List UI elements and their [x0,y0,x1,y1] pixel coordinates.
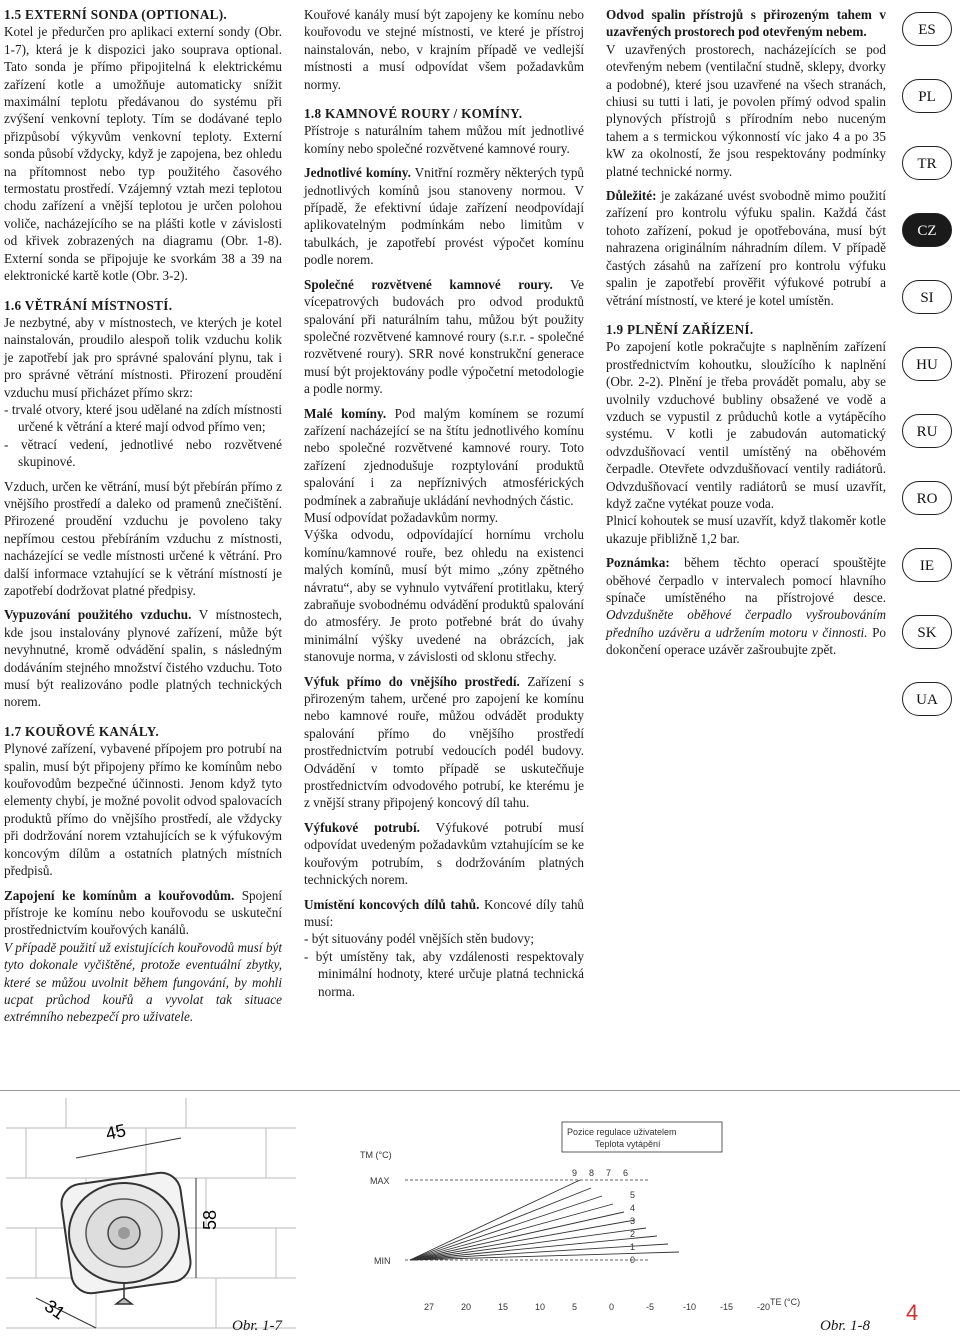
small-chimney-text: Pod malým komínem se rozumí zařízení nacházející se na štítu jednotlivého komínu nebo společné rozvětvené kamnové roury. Toto zařízení zjednodušuje rozptylování produktů spalování i za nepříznivých atmosférických podmínek a zabraňuje ukládání nevhodných částic. [304,405,584,508]
connection-heading: Zapojení ke komínům a kouřovodům. [4,887,235,903]
direct-exhaust-heading: Výfuk přímo do vnějšího prostředí. [304,673,520,689]
dimension-58: 58 [200,1209,220,1230]
section-1-9-text: Po zapojení kotle pokračujte s naplněním zařízení prostřednictvím kohoutku, sloužícího k naplnění (Obr. 2-2). Plnění je třeba provádět pomalu, aby se uvolnily vzduchové bubliny obsažené ve vodě a vzduch se vypustil z průduchů kotle a vytápěcího systému. V kotli je zabudován automatický odvzdušňovací ventil umístěný na oběhovém čerpadle. Otevřete odvzdušňovací ventily radiátorů. Odvzdušňovací ventily radiátorů se musí uzavřít, když začne vytékat pouze voda. [606,339,886,511]
common-flue-paragraph [304,276,584,398]
figure-caption-1-7: Obr. 1-7 [232,1318,283,1334]
language-tabs [902,12,960,749]
curve-label-side-1: 1 [630,1242,636,1252]
exhaust-pipe-paragraph [304,819,584,889]
x-tick-2: 15 [498,1302,509,1312]
curve-label-top-6: 6 [623,1168,629,1178]
section-1-6-title: 1.6 VĚTRÁNÍ MÍSTNOSTÍ. [4,297,173,313]
x-tick-0: 27 [424,1302,435,1312]
connection-paragraph [4,887,282,939]
lang-tab-sk[interactable]: SK [902,615,952,649]
lang-tab-ua[interactable]: UA [902,682,952,716]
terminal-text: Koncové díly tahů musí: [304,896,585,929]
min-label: MIN [374,1256,391,1266]
curve-label-side-5: 5 [630,1190,636,1200]
exhaust-paragraph [4,606,282,710]
x-tick-7: -10 [683,1302,697,1312]
curve-label-top-8: 8 [589,1168,595,1178]
section-1-8-text: Přístroje s naturálním tahem můžou mít jednotlivé komíny nebo společné rozvětvené kamnové roury. [304,123,584,156]
common-flue-heading: Společné rozvětvené kamnové roury. [304,276,553,292]
terminal-item-2: - být umístěny tak, aby vzdálenosti respektovaly minimální hodnoty, které určuje platná technická norma. [304,948,584,999]
col2-intro: Kouřové kanály musí být zapojeny ke komínu nebo kouřovodu ve stejné místnosti, ve které je přístroj nainstalován, nebo, v krajním případě ve vedlejší místnosti a musí odpovídat všem požadavkům normy. [304,7,584,92]
te-axis-label: TE (°C) [770,1297,801,1307]
terminal-paragraph [304,896,584,931]
figure-divider [0,1090,960,1091]
section-1-6-text-2: Vzduch, určen ke větrání, musí být přebírán přímo z vnějšího prostředí a daleko od pramenů znečištění. Přirozené proudění vzduchu je povoleno taky nepřímou cestou přebíráním vzduchu z místnosti, nacházející se vedle místnosti určené k větrání. Pro další informace vztahující se k větrání místností je zapotřebí dodržovat platné předpisy. [4,478,282,598]
lang-tab-tr[interactable]: TR [902,146,952,180]
section-1-6-item-1: - trvalé otvory, které jsou udělané na zdích místnosti určené k větrání a které mají odvod přímo ven; [4,401,282,435]
max-label: MAX [370,1176,390,1186]
external-probe-figure [6,1098,296,1336]
open-sky-heading: Odvod spalin přístrojů s přirozeným tahem v uzavřených prostorech pod otevřeným nebem. [606,7,886,40]
section-1-8-title: 1.8 KAMNOVÉ ROURY / KOMÍNY. [304,106,523,122]
lang-tab-si[interactable]: SI [902,280,952,314]
small-chimney-text-2: Musí odpovídat požadavkům normy. [304,509,498,525]
curve-label-top-9: 9 [572,1168,578,1178]
x-tick-1: 20 [461,1302,472,1312]
note-heading: Poznámka: [606,555,670,571]
text-column-3 [606,6,886,659]
single-chimney-paragraph [304,164,584,268]
open-sky-text: V uzavřených prostorech, nacházejících se pod otevřeným nebem (ventilační studně, sklepy, dvorky a podobné), které jsou uzavřené na všech stranách, chiusi su tutti i lati, je povolen přímý odvod spalin plynových přístrojů s přírodním nebo nuceným tahem a s termickou výkonností víc jako 4 a po 35 kW za okolností, že jsou respektovány podmínky platné technické normy. [606,41,886,179]
figure-caption-1-8: Obr. 1-8 [820,1318,871,1334]
direct-exhaust-text: Zařízení s přirozeným tahem, určené pro zapojení ke komínu nebo kamnové rouře, můžou odvádět produkty spalování přímo do vnějšího prostředí prostřednictvím potrubí vedoucích podél budovy. Odvádění v tomto případě se uskutečňuje prostřednictvím odvodového potrubí, ke kterému je z vnější strany připojený koncový díl tahu. [304,673,585,811]
connection-italic: V případě použití už existujících kouřovodů musí být tyto dokonale vyčištěné, protože eventuální zbytky, které se můžou uvolnit během fungování, by mohli ucpat průchod kouřů a vyvolat tak situace extrémního nebezpečí pro uživatele. [4,939,282,1025]
x-tick-6: -5 [646,1302,655,1312]
single-chimney-text: Vnitřní rozměry některých typů jednotlivých komínů jsou stanoveny normou. V případě, že efektivní údaje zařízení neodpovídají aplikovatelným podmínkám nebo limitům v tabulkách, je zapotřebí provést výpočet komínu podle norem. [304,165,585,268]
connection-text: Spojení přístroje ke komínu nebo kouřovodu se uskuteční prostřednictvím kouřových kanálů. [4,887,283,938]
curve-1 [410,1188,591,1260]
curve-label-side-0: 0 [630,1255,636,1265]
section-1-9-text-2: Plnicí kohoutek se musí uzavřít, když tlakoměr kotle ukazuje přibližně 1,2 bar. [606,513,886,546]
curve-6 [410,1228,646,1260]
common-flue-text: Ve vícepatrových budovách pro odvod produktů spalování při naturálním tahu, můžou být použity společné rozvětvené kamnové roury (s.r.r. - společné rozvětvené roury). SRR nové konstrukční generace musí být projektovány podle výpočetní metodologie a podle normy. [304,276,585,397]
lang-tab-pl[interactable]: PL [902,79,952,113]
probe-body-icon [59,1170,193,1304]
heating-curve-diagram [330,1120,870,1320]
section-1-7-title: 1.7 KOUŘOVÉ KANÁLY. [4,723,159,739]
terminal-item-1: - být situovány podél vnějších stěn budovy; [304,931,535,947]
section-1-6-item-2: - větrací vedení, jednotlivé nebo rozvětvené skupinové. [4,436,282,470]
lang-tab-ie[interactable]: IE [902,548,952,582]
single-chimney-heading: Jednotlivé komíny. [304,165,411,181]
small-chimney-heading: Malé komíny. [304,405,387,421]
curve-label-side-2: 2 [630,1229,636,1239]
text-column-1 [4,6,282,1026]
small-chimney-text-3: Výška odvodu, odpovídající hornímu vrcholu komínu/kamnové rouře, bez ohledu na existenci malých komínů, musí být mimo „zóny zpětného návratu“, aby se vyhnulo vytváření protitlaku, který zabraňuje svobodnému odvádění produktů spalování do atmosféry. Je proto potřebné brát do úvahy minimální výšky uvedené na obrázcích, jak stanovuje norma, v závislosti od sklonu střechy. [304,527,584,665]
lang-tab-cz[interactable]: CZ [902,213,952,247]
x-tick-8: -15 [720,1302,734,1312]
x-tick-4: 5 [572,1302,578,1312]
legend-line-2: Teplota vytápění [595,1139,661,1149]
x-tick-9: -20 [757,1302,771,1312]
exhaust-pipe-heading: Výfukové potrubí. [304,819,420,835]
exhaust-heading: Vypuzování použitého vzduchu. [4,607,192,623]
lang-tab-es[interactable]: ES [902,12,952,46]
note-text: během těchto operací spouštějte oběhové čerpadlo v intervalech pomocí hlavního spínače umístěného na přístrojové desce. [606,555,887,605]
dimension-31: 31 [40,1295,69,1324]
dimension-45: 45 [103,1120,128,1144]
direct-exhaust-paragraph [304,673,584,812]
section-1-5-text: Kotel je předurčen pro aplikaci externí sondy (Obr. 1-7), která je k dispozici jako souprava optional. Tato sonda je přímo připojitelná k elektrickému zařízení kotle a umožňuje automaticky snížit maximální teplotu předávanou do systému při zvýšení venkovní teploty. Tím se dodávané teplo přizpůsobí výkyvům venkovní teploty. Externí sonda působí vždycky, když je zapojena, bez ohledu na přítomnost nebo typ použitého časového termostatu prostředí. Vzájemný vztah mezi teplotou chodu zařízení a vnější teplotou je určen polohou voliče, nacházejícího se na plášti kotle v závislosti od křivek zobrazených na diagramu (Obr. 1-8). Externí sonda se připojuje ke svorkám 38 a 39 na elektronické kartě kotle (Obr. 3-2). [4,24,282,284]
lang-tab-hu[interactable]: HU [902,347,952,381]
curve-4 [410,1212,624,1260]
note-end: Po dokončení operace uzávěr zašroubujte zpět. [606,624,887,658]
small-chimney-paragraph [304,405,584,509]
section-1-5-title: 1.5 EXTERNÍ SONDA (OPTIONAL). [4,7,228,22]
x-tick-labels [424,1302,770,1312]
important-text: je zakázané uvést svobodně mimo použití zařízení pro kontrolu výfuku spalin. Každá část tohoto zařízení, pokud je opotřebována, musí být nahrazena originálním náhradním dílem. V případě častých zásahů na zařízení pro kontrolu výfuku spalin je zapotřebí prověřit výfukové potrubí a větrání místností, ve které je kotel umístěn. [606,188,887,308]
note-paragraph [606,554,886,658]
lang-tab-ru[interactable]: RU [902,414,952,448]
terminal-heading: Umístění koncových dílů tahů. [304,896,480,912]
lang-tab-ro[interactable]: RO [902,481,952,515]
section-1-6-text: Je nezbytné, aby v místnostech, ve kterých je kotel nainstalován, proudilo alespoň tolik vzduchu kolik je zapotřebí jak pro správné spalování plynu, tak i pro správné větrání místnosti. Přirození proudění vzduchu musí přicházet přímo skrz: [4,314,282,400]
curve-lines [410,1180,679,1260]
curve-label-top-7: 7 [606,1168,612,1178]
section-1-7-text: Plynové zařízení, vybavené přípojem pro potrubí na spalin, musí být připojeny přímo ke komínům nebo kouřovodům bezpečné účinnosti. Jenom když tyto elementy chybí, je možné povolit odvod spalovacích produktů přímo do vnějšího prostředí, ale vždycky při dodržování norem vztahujících se k výfukovým koncovým dílům a ostatních platných místních předpisů. [4,741,282,879]
section-1-9-title: 1.9 PLNĚNÍ ZAŘÍZENÍ. [606,321,754,337]
tm-axis-label: TM (°C) [360,1150,392,1160]
exhaust-text: V místnostech, kde jsou instalovány plynové zařízení, může být nevyhnutné, kromě odvádění spalin, s následným dodáváním stejného množství čistého vzduchu. Toto musí být realizováno podle platných technických norem. [4,607,283,710]
curve-label-side-4: 4 [630,1203,636,1213]
x-tick-5: 0 [609,1302,615,1312]
text-column-2 [304,6,584,1000]
note-italic: Odvzdušněte oběhové čerpadlo vyšroubováním předního uzávěru a udržením motoru v činnosti. [606,607,886,640]
page-number: 4 [906,1300,919,1325]
legend-line-1: Pozice regulace uživatelem [567,1127,677,1137]
important-paragraph [606,187,886,309]
important-heading: Důležité: [606,188,657,204]
x-tick-3: 10 [535,1302,546,1312]
exhaust-pipe-text: Výfukové potrubí musí odpovídat uvedeným požadavkům vztahujícím se ke kouřovým potrubím, s dodržováním platných technických norem. [304,819,584,888]
curve-label-side-3: 3 [630,1216,636,1226]
